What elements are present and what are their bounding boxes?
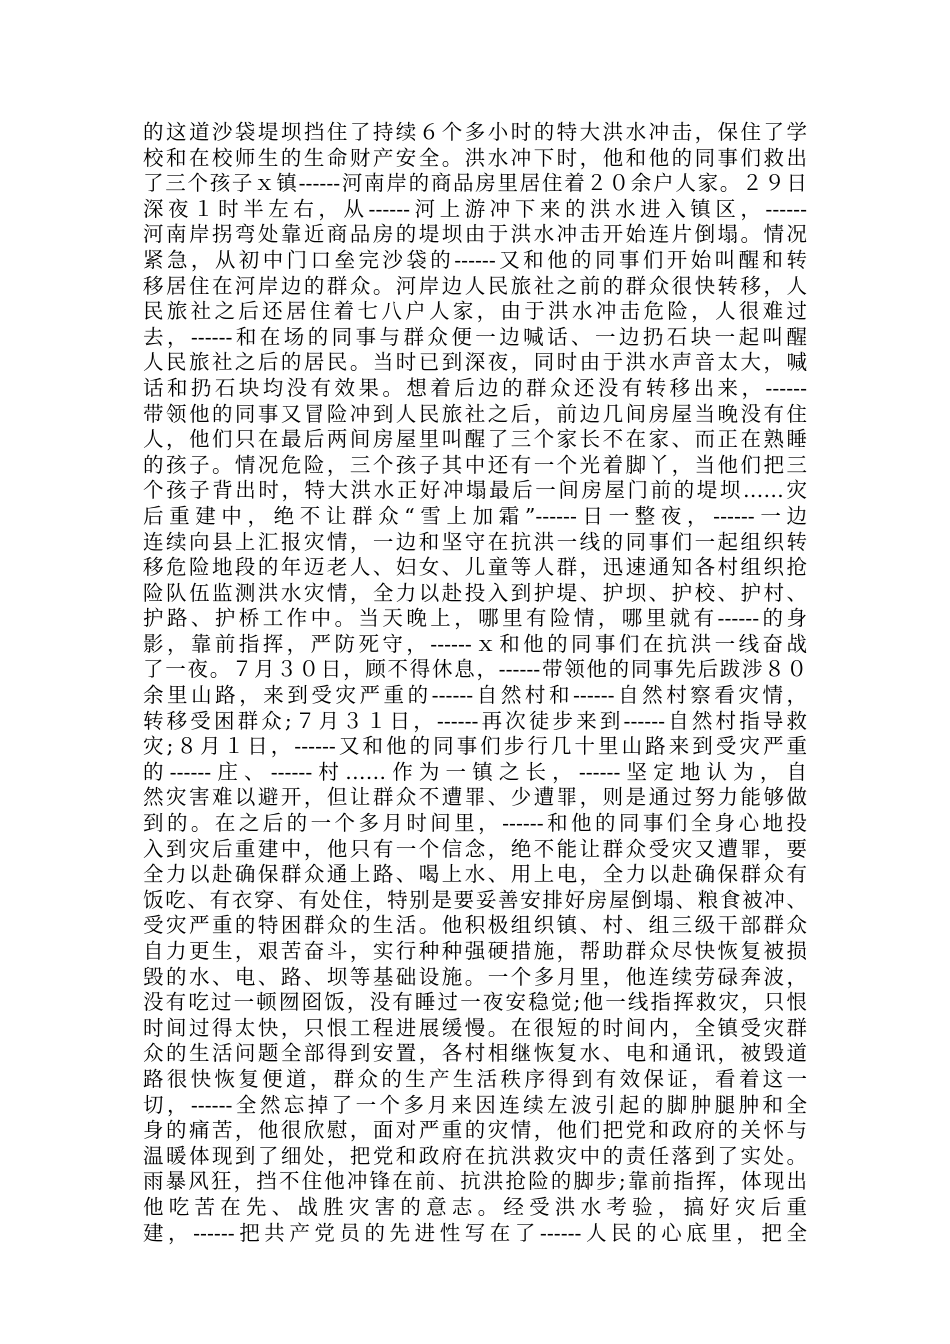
text-line: 温暖体现到了细处，把党和政府在抗洪救灾中的责任落到了实处。 bbox=[143, 1143, 807, 1168]
document-page bbox=[143, 120, 807, 1246]
text-line: 他吃苦在先、战胜灾害的意志。经受洪水考验，搞好灾后重 bbox=[143, 1194, 807, 1219]
text-line: 影，靠前指挥，严防死守，------ｘ和他的同事们在抗洪一线奋战 bbox=[143, 631, 807, 656]
text-line: 到的。在之后的一个多月时间里，------和他的同事们全身心地投 bbox=[143, 811, 807, 836]
text-line: 了三个孩子ｘ镇------河南岸的商品房里居住着２０余户人家。２９日 bbox=[143, 171, 807, 196]
text-line: 建，------把共产党员的先进性写在了------人民的心底里，把全 bbox=[143, 1220, 807, 1245]
text-line: 紧急，从初中门口垒完沙袋的------又和他的同事们开始叫醒和转 bbox=[143, 247, 807, 272]
text-line: 了一夜。７月３０日，顾不得休息，------带领他的同事先后跋涉８０ bbox=[143, 657, 807, 682]
text-line: 然灾害难以避开，但让群众不遭罪、少遭罪，则是通过努力能够做 bbox=[143, 785, 807, 810]
text-line: 险队伍监测洪水灾情，全力以赴投入到护堤、护坝、护校、护村、 bbox=[143, 580, 807, 605]
text-line: 的孩子。情况危险，三个孩子其中还有一个光着脚丫，当他们把三 bbox=[143, 452, 807, 477]
text-line: 人，他们只在最后两间房屋里叫醒了三个家长不在家、而正在熟睡 bbox=[143, 427, 807, 452]
text-line: 后重建中，绝不让群众“雪上加霜”------日一整夜，------一边 bbox=[143, 503, 807, 528]
text-line: 自力更生，艰苦奋斗，实行种种强硬措施，帮助群众尽快恢复被损 bbox=[143, 939, 807, 963]
text-line: 的------庄、------村……作为一镇之长，------坚定地认为，自 bbox=[143, 759, 807, 784]
text-line: 去，------和在场的同事与群众便一边喊话、一边扔石块一起叫醒 bbox=[143, 324, 807, 349]
text-line: 带领他的同事又冒险冲到人民旅社之后，前边几间房屋当晚没有住 bbox=[143, 401, 807, 426]
text-line: 灾;８月１日，------又和他的同事们步行几十里山路来到受灾严重 bbox=[143, 734, 807, 759]
text-line: 身的痛苦，他很欣慰，面对严重的灾情，他们把党和政府的关怀与 bbox=[143, 1118, 807, 1143]
text-line: 受灾严重的特困群众的生活。他积极组织镇、村、组三级干部群众 bbox=[143, 913, 807, 938]
text-line: 的这道沙袋堤坝挡住了持续６个多小时的特大洪水冲击，保住了学 bbox=[143, 120, 807, 144]
text-line: 校和在校师生的生命财产安全。洪水冲下时，他和他的同事们救出 bbox=[143, 145, 807, 170]
text-line: 时间过得太快，只恨工程进展缓慢。在很短的时间内，全镇受灾群 bbox=[143, 1015, 807, 1040]
text-line: 众的生活问题全部得到安置，各村相继恢复水、电和通讯，被毁道 bbox=[143, 1041, 807, 1066]
text-line: 毁的水、电、路、坝等基础设施。一个多月里，他连续劳碌奔波， bbox=[143, 964, 807, 989]
text-line: 余里山路，来到受灾严重的------自然村和------自然村察看灾情， bbox=[143, 683, 807, 708]
text-line: 话和扔石块均没有效果。想着后边的群众还没有转移出来，------ bbox=[143, 375, 807, 400]
text-line: 人民旅社之后的居民。当时已到深夜，同时由于洪水声音太大，喊 bbox=[143, 350, 807, 375]
text-line: 护路、护桥工作中。当天晚上，哪里有险情，哪里就有------的身 bbox=[143, 606, 807, 631]
text-line: 切，------全然忘掉了一个多月来因连续左波引起的脚肿腿肿和全 bbox=[143, 1092, 807, 1117]
text-line: 转移受困群众;７月３１日，------再次徒步来到------自然村指导救 bbox=[143, 708, 807, 733]
text-line: 路很快恢复便道，群众的生产生活秩序得到有效保证，看着这一 bbox=[143, 1066, 807, 1091]
text-line: 民旅社之后还居住着七八户人家，由于洪水冲击危险，人很难过 bbox=[143, 299, 807, 324]
text-line: 河南岸拐弯处靠近商品房的堤坝由于洪水冲击开始连片倒塌。情况 bbox=[143, 222, 807, 247]
text-line: 连续向县上汇报灾情，一边和坚守在抗洪一线的同事们一起组织转 bbox=[143, 529, 807, 554]
text-line: 移居住在河岸边的群众。河岸边人民旅社之前的群众很快转移，人 bbox=[143, 273, 807, 298]
text-line: 个孩子背出时，特大洪水正好冲塌最后一间房屋门前的堤坝……灾 bbox=[143, 478, 807, 503]
text-line: 入到灾后重建中，他只有一个信念，绝不能让群众受灾又遭罪，要 bbox=[143, 836, 807, 861]
text-line: 饭吃、有衣穿、有处住，特别是要妥善安排好房屋倒塌、粮食被冲、 bbox=[143, 887, 807, 912]
text-line: 全力以赴确保群众通上路、喝上水、用上电，全力以赴确保群众有 bbox=[143, 862, 807, 887]
text-line: 深夜１时半左右，从------河上游冲下来的洪水进入镇区，------ bbox=[143, 196, 807, 221]
text-line: 移危险地段的年迈老人、妇女、儿童等人群，迅速通知各村组织抢 bbox=[143, 555, 807, 580]
text-line: 没有吃过一顿囫囵饭，没有睡过一夜安稳觉;他一线指挥救灾，只恨 bbox=[143, 990, 807, 1015]
text-line: 雨暴风狂，挡不住他冲锋在前、抗洪抢险的脚步;靠前指挥，体现出 bbox=[143, 1169, 807, 1194]
